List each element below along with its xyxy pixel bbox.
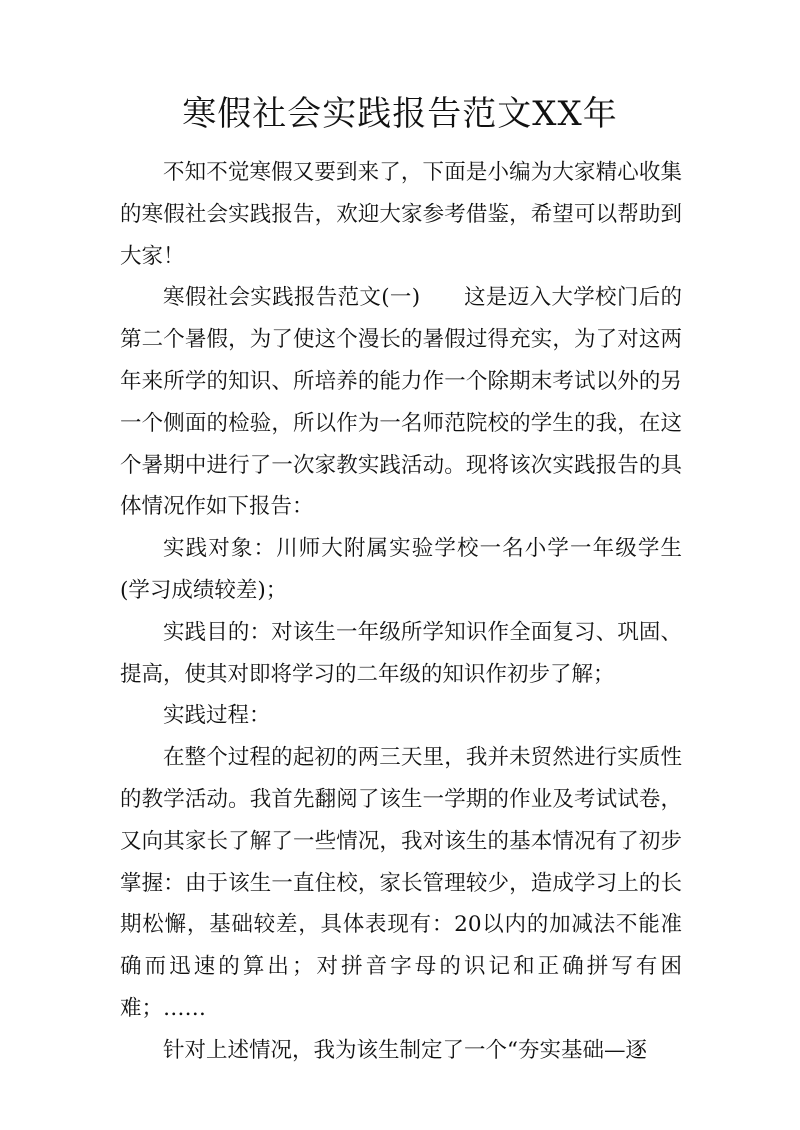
paragraph-example-one: 寒假社会实践报告范文(一) 这是迈入大学校门后的第二个暑假，为了使这个漫长的暑假过得充实，为了对这两年来所学的知识、所培养的能力作一个除期末考试以外的另一个侧面的检验，所以作为一名师范院校的学生的我，在这个暑期中进行了一次家教实践活动。现将该次实践报告的具体情况作如下报告： [120,285,682,520]
paragraph-practice-purpose: 实践目的：对该生一年级所学知识作全面复习、巩固、提高，使其对即将学习的二年级的知识作初步了解； [120,619,682,687]
paragraph-practice-target: 实践对象：川师大附属实验学校一名小学一年级学生(学习成绩较差)； [120,536,682,603]
paragraph-intro: 不知不觉寒假又要到来了，下面是小编为大家精心收集的寒假社会实践报告，欢迎大家参考借鉴，希望可以帮助到大家！ [120,160,682,269]
document-body [120,152,682,1072]
document-title: 寒假社会实践报告范文XX年 [182,94,618,134]
paragraph-plan: 针对上述情况，我为该生制定了一个“夯实基础—逐 [163,1037,647,1063]
paragraph-process-detail: 在整个过程的起初的两三天里，我并未贸然进行实质性的教学活动。我首先翻阅了该生一学期的作业及考试试卷，又向其家长了解了一些情况，我对该生的基本情况有了初步掌握：由于该生一直住校，家长管理较少，造成学习上的长期松懈，基础较差，具体表现有：20以内的加减法不能准确而迅速的算出；对拼音字母的识记和正确拼写有困难；…… [120,745,682,1021]
paragraph-practice-process-heading: 实践过程： [163,703,271,729]
